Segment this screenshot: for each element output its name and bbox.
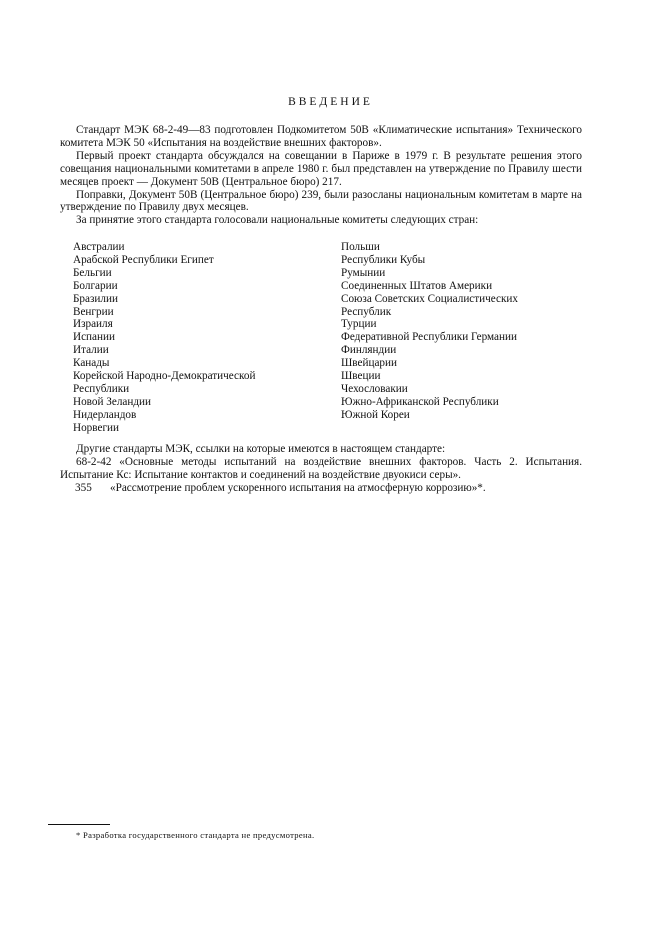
- footnote: * Разработка государственного стандарта не предусмотрена.: [76, 830, 315, 840]
- list-item: Союза Советских Социалистических: [341, 292, 518, 305]
- references-section: [60, 443, 582, 495]
- list-item: Новой Зеландии: [73, 395, 152, 408]
- list-item: Польши: [341, 241, 380, 253]
- list-item: Румынии: [341, 266, 386, 279]
- country-list-right: [341, 241, 518, 422]
- list-item: Нидерландов: [73, 408, 137, 421]
- reference-title: «Рассмотрение проблем ускоренного испытания на атмосферную коррозию»*.: [110, 481, 486, 494]
- list-item: Испании: [73, 331, 115, 344]
- introduction-text: [60, 124, 582, 227]
- list-item: Канады: [73, 357, 110, 370]
- paragraph-1: Стандарт МЭК 68-2-49—83 подготовлен Подкомитетом 50В «Климатические испытания» Технического комитета МЭК 50 «Испытания на воздействие внешних факторов».: [60, 124, 582, 149]
- list-item: Венгрии: [73, 305, 114, 318]
- page-title: ВВЕДЕНИЕ: [288, 96, 373, 108]
- country-list-left: [73, 241, 255, 435]
- list-item: Австралии: [73, 241, 125, 253]
- paragraph-2: Первый проект стандарта обсуждался на совещании в Париже в 1979 г. В результате решения этого совещания национальными комитетами в апреле 1980 г. был представлен на утверждение по Правилу шести месяцев проект — Документ 50В (Центральное бюро) 217.: [60, 149, 582, 188]
- list-item: Швейцарии: [341, 357, 397, 370]
- list-item: Республики Кубы: [341, 253, 426, 266]
- list-item: Бразилии: [73, 292, 118, 305]
- list-item: Федеративной Республики Германии: [341, 331, 517, 344]
- list-item: Бельгии: [73, 266, 112, 279]
- list-item: Швеции: [341, 370, 381, 383]
- list-item: Израиля: [73, 318, 113, 331]
- reference-355: [60, 482, 582, 495]
- list-item: Республик: [341, 305, 392, 318]
- list-item: Турции: [341, 318, 377, 331]
- list-item: Соединенных Штатов Америки: [341, 279, 493, 292]
- list-item: Болгарии: [73, 279, 118, 292]
- list-item: Норвегии: [73, 421, 120, 434]
- footnote-divider: [48, 824, 110, 825]
- list-item: Корейской Народно-Демократической: [73, 370, 256, 383]
- list-item: Финляндии: [341, 344, 397, 357]
- references-intro: Другие стандарты МЭК, ссылки на которые имеются в настоящем стандарте:: [76, 443, 446, 455]
- list-item: Южно-Африканской Республики: [341, 395, 499, 408]
- list-item: Чехословакии: [341, 382, 408, 395]
- list-item: Италии: [73, 344, 109, 357]
- list-item: Арабской Республики Египет: [73, 253, 214, 266]
- reference-68-2-42: 68-2-42 «Основные методы испытаний на воздействие внешних факторов. Часть 2. Испытания. Испытание Кс: Испытание контактов и соединений на воздействие двуокиси серы».: [60, 455, 582, 481]
- list-item: Южной Кореи: [341, 408, 410, 421]
- paragraph-3: Поправки, Документ 50В (Центральное бюро) 239, были разосланы национальным комитетам в марте на утверждение по Правилу двух месяцев.: [60, 188, 582, 214]
- list-item: Республики: [73, 382, 130, 395]
- paragraph-4: За принятие этого стандарта голосовали национальные комитеты следующих стран:: [76, 214, 479, 227]
- reference-number: 355: [75, 481, 92, 494]
